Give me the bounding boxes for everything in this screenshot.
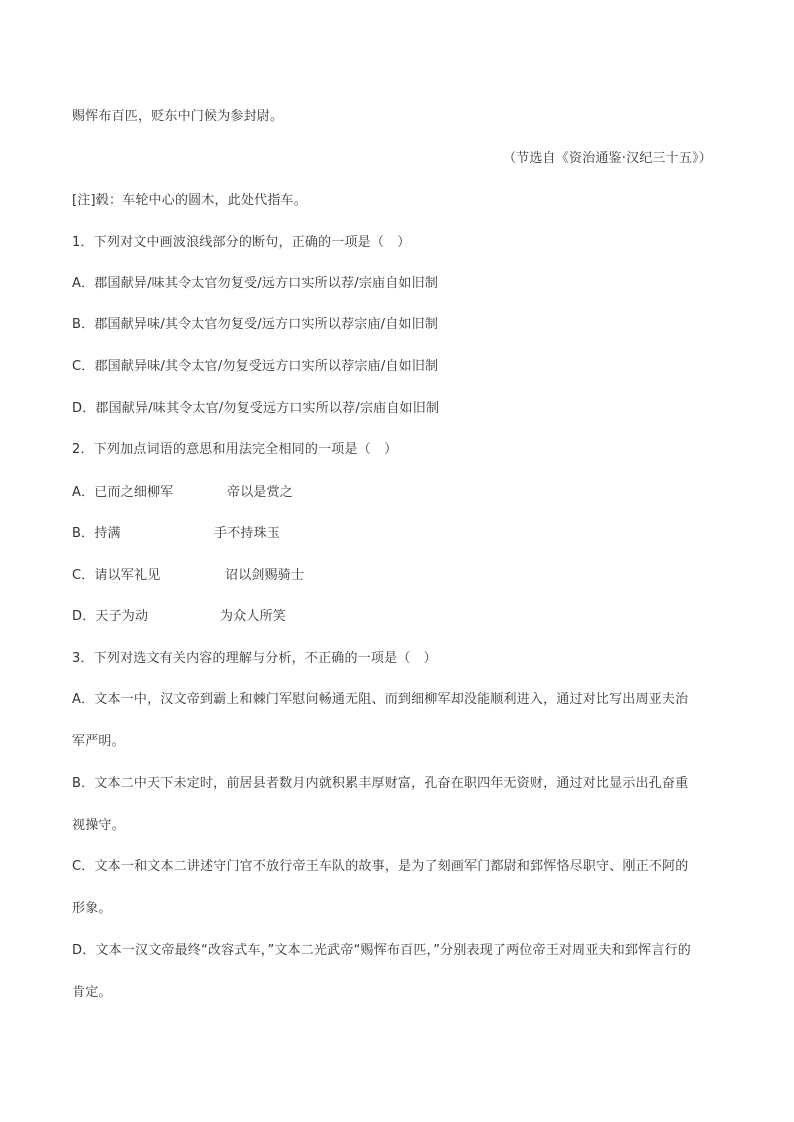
question-3-stem: 3．下列对选文有关内容的理解与分析，不正确的一项是（ ） xyxy=(72,651,437,666)
question-3-option-a-line2: 军严明。 xyxy=(72,734,125,749)
question-2-option-a xyxy=(72,484,294,502)
option-right: 手不持珠玉 xyxy=(214,526,281,541)
option-right: 诏以剑赐骑士 xyxy=(225,568,305,583)
question-3-option-c-line1: C．文本一和文本二讲述守门官不放行帝王车队的故事，是为了刻画军门都尉和郅恽恪尽职守、刚正不阿的 xyxy=(72,859,689,874)
option-right: 为众人所笑 xyxy=(220,609,287,624)
question-2-option-d xyxy=(72,608,287,626)
annotation-note: [注]毂：车轮中心的圆木，此处代指车。 xyxy=(72,193,307,208)
question-3-option-b-line1: B．文本二中天下未定时，前居县者数月内就积累丰厚财富，孔奋在职四年无资财，通过对比显示出孔奋重 xyxy=(72,776,689,791)
question-3-option-d-line2: 肯定。 xyxy=(72,985,112,1000)
option-left: B．持满 xyxy=(72,526,121,541)
question-1-option-d: D．郡国献异/味其令太官/勿复受远方口实所以荐/宗庙自如旧制 xyxy=(72,401,440,416)
question-2-option-c xyxy=(72,567,305,585)
question-3-option-c-line2: 形象。 xyxy=(72,901,112,916)
option-left: D．天子为动 xyxy=(72,609,149,624)
text-line: 赐恽布百匹，贬东中门候为参封尉。 xyxy=(72,109,284,124)
source-citation: （节选自《资治通鉴·汉纪三十五》） xyxy=(502,151,712,166)
question-1-option-a: A．郡国献异/味其令太官勿复受/远方口实所以荐/宗庙自如旧制 xyxy=(72,276,439,291)
question-3-option-a-line1: A．文本一中，汉文帝到霸上和棘门军慰问畅通无阻、而到细柳军却没能顺利进入，通过对比写出周亚夫治 xyxy=(72,692,689,707)
option-left: C．请以军礼见 xyxy=(72,568,161,583)
question-2-option-b xyxy=(72,525,281,543)
question-1-option-c: C．郡国献异味/其令太官/勿复受远方口实所以荐宗庙/自如旧制 xyxy=(72,359,439,374)
question-1-stem: 1．下列对文中画波浪线部分的断句，正确的一项是（ ） xyxy=(72,235,411,250)
question-1-option-b: B．郡国献异味/其令太官勿复受/远方口实所以荐宗庙/自如旧制 xyxy=(72,317,439,332)
question-2-stem: 2．下列加点词语的意思和用法完全相同的一项是（ ） xyxy=(72,442,398,457)
question-3-option-d-line1: D．文本一汉文帝最终“改容式车，”文本二光武帝“赐恽布百匹，”分别表现了两位帝王对周亚夫和郅恽言行的 xyxy=(72,943,691,958)
option-right: 帝以是赏之 xyxy=(227,485,294,500)
question-3-option-b-line2: 视操守。 xyxy=(72,818,125,833)
option-left: A．已而之细柳军 xyxy=(72,485,174,500)
